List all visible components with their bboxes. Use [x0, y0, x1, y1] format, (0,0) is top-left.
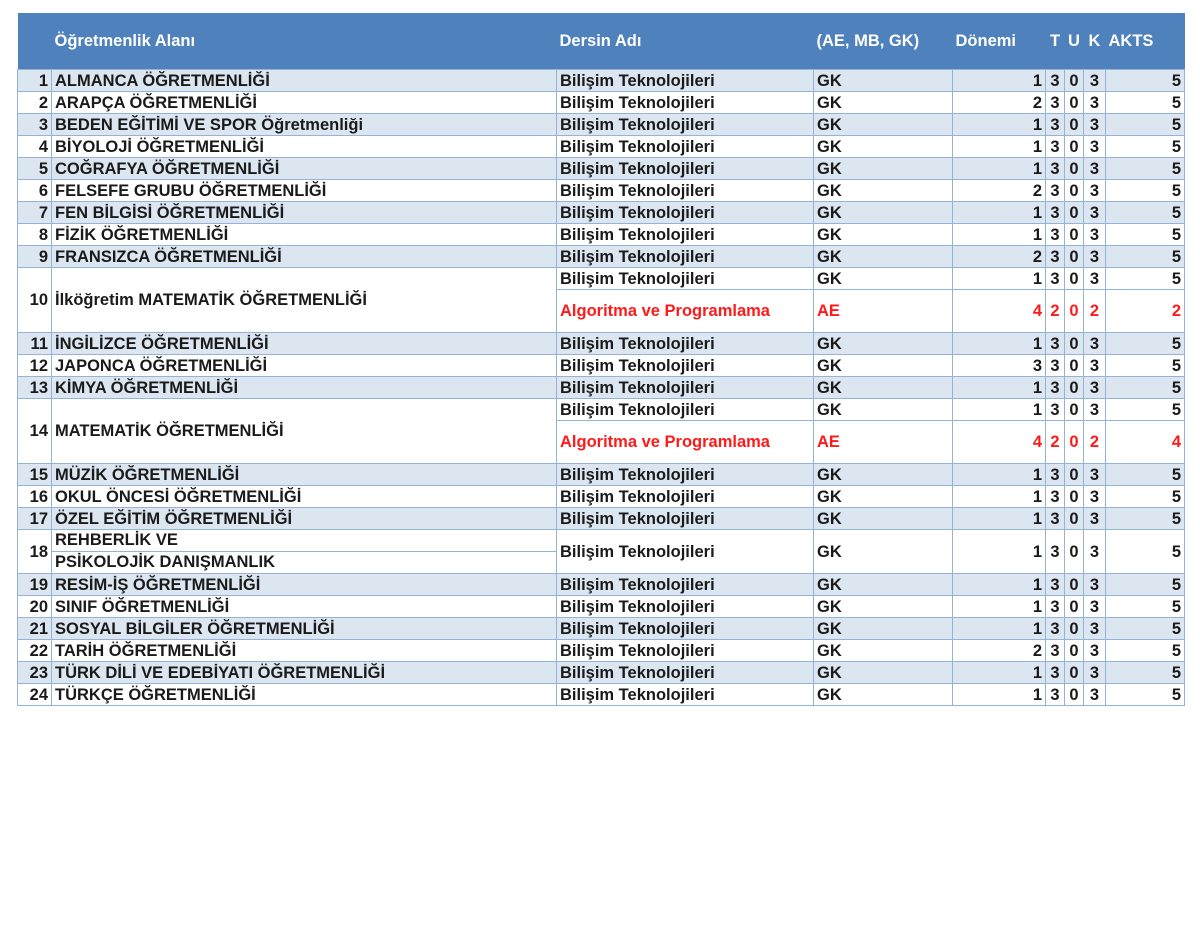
type-cell: GK — [814, 136, 953, 158]
akts-cell: 5 — [1106, 486, 1185, 508]
type-cell: AE — [814, 421, 953, 464]
term-cell: 2 — [953, 180, 1046, 202]
header-area: Öğretmenlik Alanı — [52, 13, 557, 70]
teaching-area: FELSEFE GRUBU ÖĞRETMENLİĞİ — [52, 180, 557, 202]
t-cell: 3 — [1046, 246, 1065, 268]
teaching-area: FRANSIZCA ÖĞRETMENLİĞİ — [52, 246, 557, 268]
table-row — [18, 268, 1185, 290]
course-cell: Bilişim Teknolojileri — [557, 618, 814, 640]
u-cell: 0 — [1065, 596, 1084, 618]
header-u: U — [1065, 13, 1084, 70]
type-cell: GK — [814, 508, 953, 530]
akts-cell: 5 — [1106, 136, 1185, 158]
table-row — [18, 136, 1185, 158]
t-cell: 3 — [1046, 114, 1065, 136]
u-cell: 0 — [1065, 574, 1084, 596]
k-cell: 3 — [1084, 530, 1106, 574]
table-body — [18, 70, 1185, 706]
t-cell: 3 — [1046, 377, 1065, 399]
teaching-area: MÜZİK ÖĞRETMENLİĞİ — [52, 464, 557, 486]
row-number: 14 — [18, 399, 52, 464]
k-cell: 3 — [1084, 596, 1106, 618]
teaching-area: FEN BİLGİSİ ÖĞRETMENLİĞİ — [52, 202, 557, 224]
t-cell: 3 — [1046, 464, 1065, 486]
type-cell: GK — [814, 333, 953, 355]
course-cell: Bilişim Teknolojileri — [557, 114, 814, 136]
k-cell: 3 — [1084, 377, 1106, 399]
u-cell: 0 — [1065, 662, 1084, 684]
teaching-area: BİYOLOJİ ÖĞRETMENLİĞİ — [52, 136, 557, 158]
t-cell: 3 — [1046, 574, 1065, 596]
course-table-sheet — [17, 13, 1184, 706]
akts-cell: 5 — [1106, 180, 1185, 202]
course-cell: Bilişim Teknolojileri — [557, 224, 814, 246]
row-number: 1 — [18, 70, 52, 92]
k-cell: 3 — [1084, 224, 1106, 246]
teaching-area: İNGİLİZCE ÖĞRETMENLİĞİ — [52, 333, 557, 355]
header-term: Dönemi — [953, 13, 1046, 70]
u-cell: 0 — [1065, 114, 1084, 136]
course-cell: Bilişim Teknolojileri — [557, 92, 814, 114]
akts-cell: 5 — [1106, 355, 1185, 377]
term-cell: 1 — [953, 114, 1046, 136]
t-cell: 3 — [1046, 180, 1065, 202]
term-cell: 3 — [953, 355, 1046, 377]
term-cell: 1 — [953, 464, 1046, 486]
row-number: 20 — [18, 596, 52, 618]
course-cell: Bilişim Teknolojileri — [557, 136, 814, 158]
type-cell: GK — [814, 70, 953, 92]
t-cell: 3 — [1046, 333, 1065, 355]
t-cell: 3 — [1046, 662, 1065, 684]
akts-cell: 5 — [1106, 70, 1185, 92]
u-cell: 0 — [1065, 136, 1084, 158]
term-cell: 1 — [953, 618, 1046, 640]
term-cell: 1 — [953, 399, 1046, 421]
t-cell: 3 — [1046, 70, 1065, 92]
akts-cell: 5 — [1106, 684, 1185, 706]
teaching-area: SINIF ÖĞRETMENLİĞİ — [52, 596, 557, 618]
k-cell: 3 — [1084, 464, 1106, 486]
term-cell: 1 — [953, 202, 1046, 224]
akts-cell: 5 — [1106, 114, 1185, 136]
akts-cell: 5 — [1106, 224, 1185, 246]
row-number: 3 — [18, 114, 52, 136]
akts-cell: 5 — [1106, 574, 1185, 596]
akts-cell: 5 — [1106, 640, 1185, 662]
course-cell: Bilişim Teknolojileri — [557, 355, 814, 377]
t-cell: 2 — [1046, 290, 1065, 333]
term-cell: 4 — [953, 290, 1046, 333]
course-cell: Bilişim Teknolojileri — [557, 486, 814, 508]
table-row — [18, 464, 1185, 486]
akts-cell: 5 — [1106, 618, 1185, 640]
term-cell: 1 — [953, 684, 1046, 706]
u-cell: 0 — [1065, 421, 1084, 464]
row-number: 10 — [18, 268, 52, 333]
course-cell: Bilişim Teknolojileri — [557, 464, 814, 486]
type-cell: GK — [814, 574, 953, 596]
akts-cell: 5 — [1106, 92, 1185, 114]
type-cell: GK — [814, 640, 953, 662]
teaching-area: RESİM-İŞ ÖĞRETMENLİĞİ — [52, 574, 557, 596]
course-cell: Bilişim Teknolojileri — [557, 662, 814, 684]
row-number: 21 — [18, 618, 52, 640]
course-cell: Bilişim Teknolojileri — [557, 333, 814, 355]
k-cell: 3 — [1084, 268, 1106, 290]
u-cell: 0 — [1065, 180, 1084, 202]
type-cell: GK — [814, 246, 953, 268]
k-cell: 3 — [1084, 136, 1106, 158]
table-row — [18, 92, 1185, 114]
k-cell: 3 — [1084, 70, 1106, 92]
table-row — [18, 508, 1185, 530]
course-cell: Bilişim Teknolojileri — [557, 70, 814, 92]
term-cell: 1 — [953, 530, 1046, 574]
table-row — [18, 246, 1185, 268]
row-number: 13 — [18, 377, 52, 399]
type-cell: GK — [814, 464, 953, 486]
row-number: 16 — [18, 486, 52, 508]
t-cell: 3 — [1046, 399, 1065, 421]
akts-cell: 5 — [1106, 158, 1185, 180]
row-number: 19 — [18, 574, 52, 596]
term-cell: 1 — [953, 136, 1046, 158]
header-course: Dersin Adı — [557, 13, 814, 70]
header-akts: AKTS — [1106, 13, 1185, 70]
akts-cell: 5 — [1106, 377, 1185, 399]
type-cell: GK — [814, 486, 953, 508]
table-row — [18, 662, 1185, 684]
table-row — [18, 158, 1185, 180]
type-cell: GK — [814, 662, 953, 684]
k-cell: 3 — [1084, 180, 1106, 202]
u-cell: 0 — [1065, 377, 1084, 399]
table-row — [18, 180, 1185, 202]
akts-cell: 5 — [1106, 333, 1185, 355]
course-cell: Bilişim Teknolojileri — [557, 180, 814, 202]
row-number: 11 — [18, 333, 52, 355]
t-cell: 3 — [1046, 136, 1065, 158]
akts-cell: 4 — [1106, 421, 1185, 464]
term-cell: 1 — [953, 268, 1046, 290]
u-cell: 0 — [1065, 530, 1084, 574]
term-cell: 1 — [953, 486, 1046, 508]
term-cell: 1 — [953, 662, 1046, 684]
table-row — [18, 70, 1185, 92]
t-cell: 2 — [1046, 421, 1065, 464]
u-cell: 0 — [1065, 246, 1084, 268]
type-cell: GK — [814, 596, 953, 618]
u-cell: 0 — [1065, 202, 1084, 224]
header-t: T — [1046, 13, 1065, 70]
t-cell: 3 — [1046, 530, 1065, 574]
u-cell: 0 — [1065, 333, 1084, 355]
t-cell: 3 — [1046, 596, 1065, 618]
course-cell: Bilişim Teknolojileri — [557, 596, 814, 618]
k-cell: 3 — [1084, 662, 1106, 684]
teaching-area — [52, 530, 557, 574]
akts-cell: 5 — [1106, 202, 1185, 224]
table-row — [18, 202, 1185, 224]
t-cell: 3 — [1046, 92, 1065, 114]
course-cell: Bilişim Teknolojileri — [557, 158, 814, 180]
course-cell: Bilişim Teknolojileri — [557, 246, 814, 268]
u-cell: 0 — [1065, 464, 1084, 486]
type-cell: GK — [814, 202, 953, 224]
t-cell: 3 — [1046, 224, 1065, 246]
teaching-area: ARAPÇA ÖĞRETMENLİĞİ — [52, 92, 557, 114]
course-cell: Bilişim Teknolojileri — [557, 640, 814, 662]
type-cell: GK — [814, 355, 953, 377]
row-number: 8 — [18, 224, 52, 246]
type-cell: GK — [814, 180, 953, 202]
table-row — [18, 574, 1185, 596]
teaching-area: JAPONCA ÖĞRETMENLİĞİ — [52, 355, 557, 377]
type-cell: GK — [814, 399, 953, 421]
course-cell: Bilişim Teknolojileri — [557, 399, 814, 421]
table-row — [18, 377, 1185, 399]
row-number: 9 — [18, 246, 52, 268]
teaching-area-line: REHBERLİK VE — [52, 530, 556, 552]
table-row — [18, 596, 1185, 618]
u-cell: 0 — [1065, 486, 1084, 508]
akts-cell: 5 — [1106, 399, 1185, 421]
t-cell: 3 — [1046, 158, 1065, 180]
term-cell: 4 — [953, 421, 1046, 464]
teaching-area-line: PSİKOLOJİK DANIŞMANLIK — [55, 553, 276, 571]
course-cell: Bilişim Teknolojileri — [557, 508, 814, 530]
table-row — [18, 333, 1185, 355]
type-cell: GK — [814, 618, 953, 640]
type-cell: GK — [814, 158, 953, 180]
row-number: 4 — [18, 136, 52, 158]
u-cell: 0 — [1065, 640, 1084, 662]
k-cell: 2 — [1084, 290, 1106, 333]
t-cell: 3 — [1046, 202, 1065, 224]
k-cell: 3 — [1084, 486, 1106, 508]
term-cell: 1 — [953, 574, 1046, 596]
t-cell: 3 — [1046, 618, 1065, 640]
course-cell: Bilişim Teknolojileri — [557, 202, 814, 224]
table-row — [18, 224, 1185, 246]
term-cell: 1 — [953, 158, 1046, 180]
k-cell: 3 — [1084, 684, 1106, 706]
k-cell: 3 — [1084, 246, 1106, 268]
k-cell: 3 — [1084, 574, 1106, 596]
header-row — [18, 13, 1185, 70]
course-cell: Bilişim Teknolojileri — [557, 268, 814, 290]
t-cell: 3 — [1046, 640, 1065, 662]
type-cell: GK — [814, 268, 953, 290]
table-row — [18, 114, 1185, 136]
row-number: 7 — [18, 202, 52, 224]
teaching-area: BEDEN EĞİTİMİ VE SPOR Öğretmenliği — [52, 114, 557, 136]
term-cell: 2 — [953, 246, 1046, 268]
table-row — [18, 684, 1185, 706]
k-cell: 3 — [1084, 333, 1106, 355]
teaching-area: İlköğretim MATEMATİK ÖĞRETMENLİĞİ — [52, 268, 557, 333]
k-cell: 3 — [1084, 158, 1106, 180]
term-cell: 1 — [953, 377, 1046, 399]
akts-cell: 5 — [1106, 464, 1185, 486]
k-cell: 3 — [1084, 640, 1106, 662]
akts-cell: 2 — [1106, 290, 1185, 333]
header-no — [18, 13, 52, 70]
u-cell: 0 — [1065, 70, 1084, 92]
u-cell: 0 — [1065, 158, 1084, 180]
u-cell: 0 — [1065, 290, 1084, 333]
u-cell: 0 — [1065, 268, 1084, 290]
type-cell: GK — [814, 224, 953, 246]
table-row — [18, 355, 1185, 377]
term-cell: 1 — [953, 508, 1046, 530]
k-cell: 3 — [1084, 202, 1106, 224]
teaching-area: SOSYAL BİLGİLER ÖĞRETMENLİĞİ — [52, 618, 557, 640]
term-cell: 2 — [953, 92, 1046, 114]
term-cell: 1 — [953, 70, 1046, 92]
course-cell: Algoritma ve Programlama — [557, 421, 814, 464]
t-cell: 3 — [1046, 508, 1065, 530]
akts-cell: 5 — [1106, 530, 1185, 574]
k-cell: 3 — [1084, 399, 1106, 421]
teaching-area: MATEMATİK ÖĞRETMENLİĞİ — [52, 399, 557, 464]
type-cell: GK — [814, 530, 953, 574]
u-cell: 0 — [1065, 618, 1084, 640]
k-cell: 2 — [1084, 421, 1106, 464]
course-cell: Bilişim Teknolojileri — [557, 574, 814, 596]
type-cell: GK — [814, 92, 953, 114]
course-cell: Bilişim Teknolojileri — [557, 684, 814, 706]
k-cell: 3 — [1084, 355, 1106, 377]
course-cell: Algoritma ve Programlama — [557, 290, 814, 333]
row-number: 5 — [18, 158, 52, 180]
row-number: 2 — [18, 92, 52, 114]
term-cell: 1 — [953, 596, 1046, 618]
teaching-area: TARİH ÖĞRETMENLİĞİ — [52, 640, 557, 662]
teaching-area: ÖZEL EĞİTİM ÖĞRETMENLİĞİ — [52, 508, 557, 530]
t-cell: 3 — [1046, 486, 1065, 508]
row-number: 18 — [18, 530, 52, 574]
type-cell: GK — [814, 377, 953, 399]
row-number: 12 — [18, 355, 52, 377]
type-cell: GK — [814, 684, 953, 706]
row-number: 6 — [18, 180, 52, 202]
type-cell: GK — [814, 114, 953, 136]
k-cell: 3 — [1084, 508, 1106, 530]
u-cell: 0 — [1065, 224, 1084, 246]
k-cell: 3 — [1084, 114, 1106, 136]
k-cell: 3 — [1084, 92, 1106, 114]
akts-cell: 5 — [1106, 268, 1185, 290]
teaching-area: KİMYA ÖĞRETMENLİĞİ — [52, 377, 557, 399]
course-cell: Bilişim Teknolojileri — [557, 530, 814, 574]
k-cell: 3 — [1084, 618, 1106, 640]
term-cell: 1 — [953, 224, 1046, 246]
teaching-area: OKUL ÖNCESİ ÖĞRETMENLİĞİ — [52, 486, 557, 508]
u-cell: 0 — [1065, 684, 1084, 706]
teaching-area: FİZİK ÖĞRETMENLİĞİ — [52, 224, 557, 246]
akts-cell: 5 — [1106, 662, 1185, 684]
u-cell: 0 — [1065, 399, 1084, 421]
table-row — [18, 618, 1185, 640]
term-cell: 1 — [953, 333, 1046, 355]
table-row — [18, 640, 1185, 662]
t-cell: 3 — [1046, 268, 1065, 290]
u-cell: 0 — [1065, 355, 1084, 377]
u-cell: 0 — [1065, 92, 1084, 114]
course-table — [17, 13, 1185, 706]
term-cell: 2 — [953, 640, 1046, 662]
type-cell: AE — [814, 290, 953, 333]
u-cell: 0 — [1065, 508, 1084, 530]
table-row — [18, 399, 1185, 421]
akts-cell: 5 — [1106, 596, 1185, 618]
akts-cell: 5 — [1106, 508, 1185, 530]
t-cell: 3 — [1046, 355, 1065, 377]
teaching-area: COĞRAFYA ÖĞRETMENLİĞİ — [52, 158, 557, 180]
row-number: 22 — [18, 640, 52, 662]
row-number: 17 — [18, 508, 52, 530]
header-k: K — [1084, 13, 1106, 70]
table-row — [18, 486, 1185, 508]
row-number: 15 — [18, 464, 52, 486]
table-row — [18, 530, 1185, 574]
row-number: 23 — [18, 662, 52, 684]
teaching-area: ALMANCA ÖĞRETMENLİĞİ — [52, 70, 557, 92]
teaching-area: TÜRKÇE ÖĞRETMENLİĞİ — [52, 684, 557, 706]
teaching-area: TÜRK DİLİ VE EDEBİYATI ÖĞRETMENLİĞİ — [52, 662, 557, 684]
row-number: 24 — [18, 684, 52, 706]
header-type: (AE, MB, GK) — [814, 13, 953, 70]
akts-cell: 5 — [1106, 246, 1185, 268]
t-cell: 3 — [1046, 684, 1065, 706]
course-cell: Bilişim Teknolojileri — [557, 377, 814, 399]
